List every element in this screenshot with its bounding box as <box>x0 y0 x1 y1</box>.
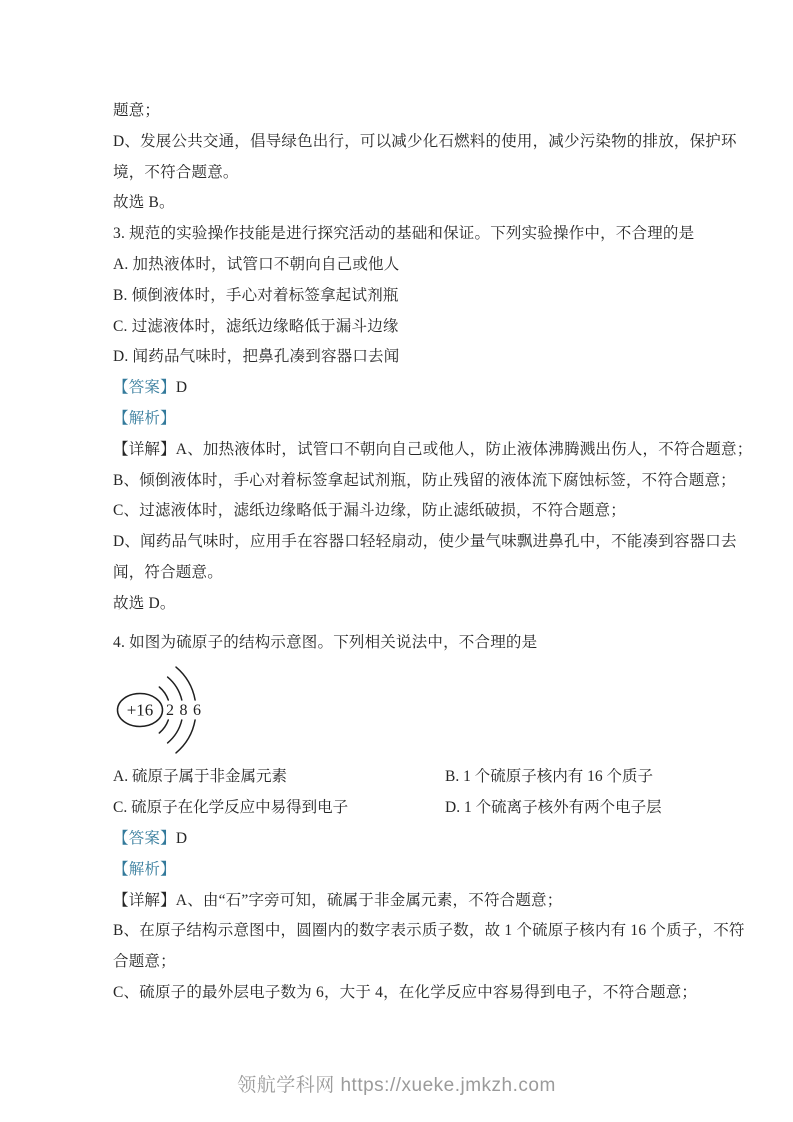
question-3-detail-line: 闻，符合题意。 <box>113 563 223 581</box>
question-4-stem: 4. 如图为硫原子的结构示意图。下列相关说法中，不合理的是 <box>113 633 538 651</box>
analysis-label: 【解析】 <box>113 860 176 878</box>
question-4-option-a: A. 硫原子属于非金属元素 <box>113 768 287 786</box>
shell-2-electron-count: 8 <box>179 702 188 720</box>
question-3-option-a: A. 加热液体时，试管口不朝向自己或他人 <box>113 255 400 273</box>
document-content <box>113 96 753 1009</box>
q2-explanation-line: 境，不符合题意。 <box>113 163 239 181</box>
watermark-footer: 领航学科网 https://xueke.jmkzh.com <box>237 1075 556 1096</box>
question-4-answer-line <box>113 824 691 855</box>
shell-1-electron-count: 2 <box>166 702 174 720</box>
question-4-options-row <box>113 793 691 824</box>
question-3-detail-line: 【详解】A、加热液体时，试管口不朝向自己或他人，防止液体沸腾溅出伤人，不符合题意； <box>113 440 753 458</box>
question-3-answer-line <box>113 373 691 404</box>
question-3-option-d: D. 闻药品气味时，把鼻孔凑到容器口去闻 <box>113 348 400 366</box>
atom-structure-icon <box>113 660 223 760</box>
answer-value: D <box>175 829 188 847</box>
nucleus-charge-label: +16 <box>126 700 154 720</box>
question-4-detail-line: 【详解】A、由“石”字旁可知，硫属于非金属元素，不符合题意； <box>113 891 563 909</box>
question-4-section <box>113 628 745 1009</box>
question-4-options-row <box>113 762 691 793</box>
question-4-option-d: D. 1 个硫离子核外有两个电子层 <box>445 799 662 817</box>
q2-chosen-answer: 故选 B。 <box>113 194 175 212</box>
analysis-label: 【解析】 <box>113 409 176 427</box>
answer-value: D <box>175 379 188 397</box>
question-3-option-c: C. 过滤液体时，滤纸边缘略低于漏斗边缘 <box>113 317 399 335</box>
q2-explanation-line: D、发展公共交通，倡导绿色出行，可以减少化石燃料的使用，减少污染物的排放，保护环 <box>113 132 737 150</box>
q2-explanation-line: 题意； <box>113 102 161 119</box>
shell-3-electron-count: 6 <box>193 702 201 720</box>
question-3-detail-line: C、过滤液体时，滤纸边缘略低于漏斗边缘，防止滤纸破损，不符合题意； <box>113 502 626 520</box>
question-3-stem: 3. 规范的实验操作技能是进行探究活动的基础和保证。下列实验操作中，不合理的是 <box>113 225 695 243</box>
question-3-detail-line: D、闻药品气味时，应用手在容器口轻轻扇动，使少量气味飘进鼻孔中，不能凑到容器口去 <box>113 533 737 551</box>
question-4-detail-line: B、在原子结构示意图中，圆圈内的数字表示质子数，故 1 个硫原子核内有 16 个质子，不符 <box>113 922 745 940</box>
question-3-option-b: B. 倾倒液体时，手心对着标签拿起试剂瓶 <box>113 286 399 304</box>
question-3-detail-line: B、倾倒液体时，手心对着标签拿起试剂瓶，防止残留的液体流下腐蚀标签，不符合题意； <box>113 471 736 489</box>
sulfur-atom-diagram <box>113 658 691 762</box>
question-4-detail-line: C、硫原子的最外层电子数为 6，大于 4，在化学反应中容易得到电子，不符合题意； <box>113 983 698 1001</box>
question-4-option-c: C. 硫原子在化学反应中易得到电子 <box>113 799 349 817</box>
answer-label: 【答案】 <box>113 829 176 847</box>
answer-label: 【答案】 <box>113 379 176 397</box>
question-4-option-b: B. 1 个硫原子核内有 16 个质子 <box>445 768 653 786</box>
question-3-chosen-answer: 故选 D。 <box>113 594 176 612</box>
question-4-detail-line: 合题意； <box>113 953 176 971</box>
